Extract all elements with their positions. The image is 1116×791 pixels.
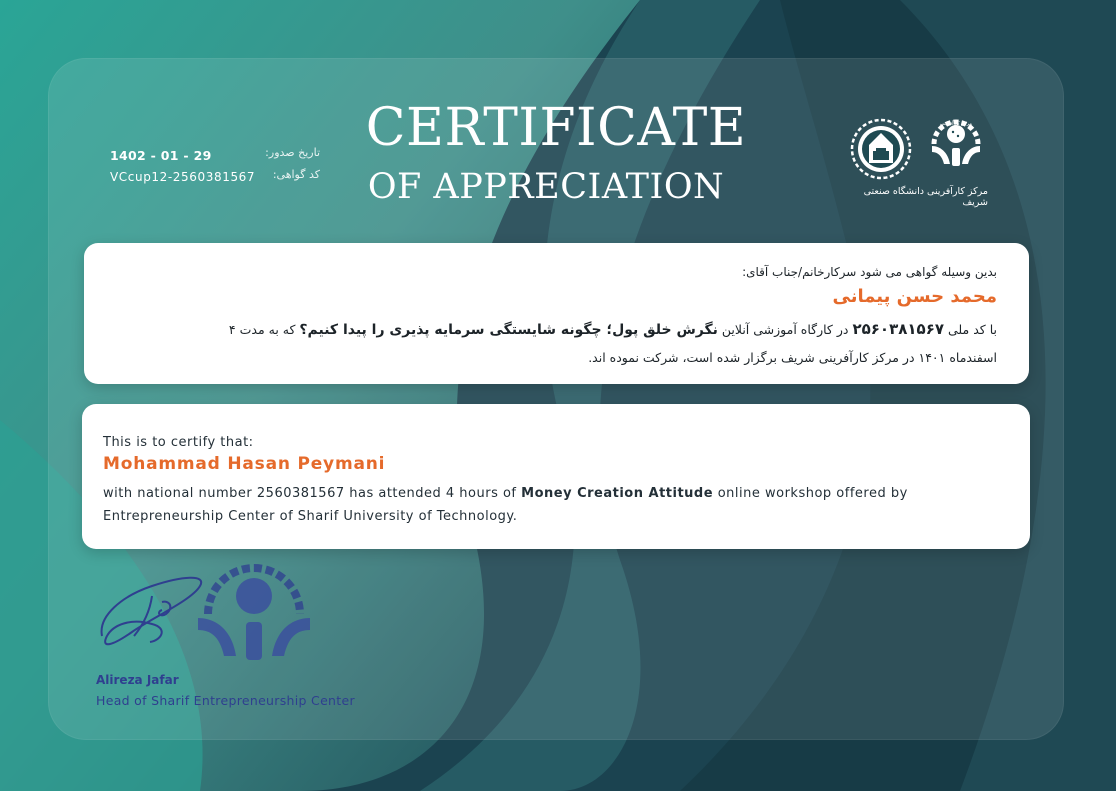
english-certificate-card	[82, 404, 1030, 549]
svg-text:مرکز کارآفرینی: مرکز کارآفرینی	[939, 121, 973, 127]
english-intro: This is to certify that:	[103, 435, 254, 450]
certificate-code-value: VCcup12-2560381567	[110, 170, 256, 184]
english-recipient-name: Mohammad Hasan Peymani	[103, 454, 386, 474]
persian-workshop-title: نگرش خلق پول؛ چگونه شایستگی سرمایه پذیری را پیدا کنیم؟	[299, 322, 718, 338]
english-statement	[103, 482, 1013, 528]
signatory-name: Alireza Jafar	[96, 673, 179, 687]
signature-icon	[92, 566, 232, 676]
logo-caption: مرکز کارآفرینی دانشگاه صنعتی شریف	[863, 186, 988, 208]
signatory-role: Head of Sharif Entrepreneurship Center	[96, 693, 355, 708]
persian-statement-line1	[108, 320, 997, 338]
persian-workshop-prefix: در کارگاه آموزشی آنلاین	[721, 322, 849, 337]
english-statement-part2: online workshop offered by Entrepreneurship Center of Sharif University of Technology.	[103, 486, 908, 524]
persian-statement-line2: اسفندماه ۱۴۰۱ در مرکز کارآفرینی شریف برگزار شده است، شرکت نموده اند.	[588, 350, 997, 365]
persian-certificate-card	[84, 243, 1029, 384]
issue-date-value: 1402 - 01 - 29	[110, 148, 212, 163]
persian-national-id: ۲۵۶۰۳۸۱۵۶۷	[852, 320, 945, 338]
persian-intro: بدین وسیله گواهی می شود سرکارخانم/جناب آقای:	[742, 265, 997, 279]
issue-date-label: تاریخ صدور:	[265, 146, 320, 159]
certificate-subtitle: OF APPRECIATION	[367, 167, 725, 207]
persian-duration: که به مدت ۴	[228, 322, 296, 337]
persian-recipient-name: محمد حسن پیمانی	[832, 286, 997, 307]
sharif-university-logo-icon	[850, 118, 912, 180]
issue-info	[110, 146, 320, 190]
english-statement-part1: with national number 2560381567 has attended 4 hours of	[103, 486, 517, 501]
persian-id-prefix: با کد ملی	[948, 322, 997, 337]
certificate-title: CERTIFICATE	[365, 98, 747, 158]
entrepreneurship-center-logo-icon	[924, 116, 988, 180]
certificate-code-label: کد گواهی:	[272, 168, 320, 181]
english-workshop-title: Money Creation Attitude	[521, 486, 714, 501]
